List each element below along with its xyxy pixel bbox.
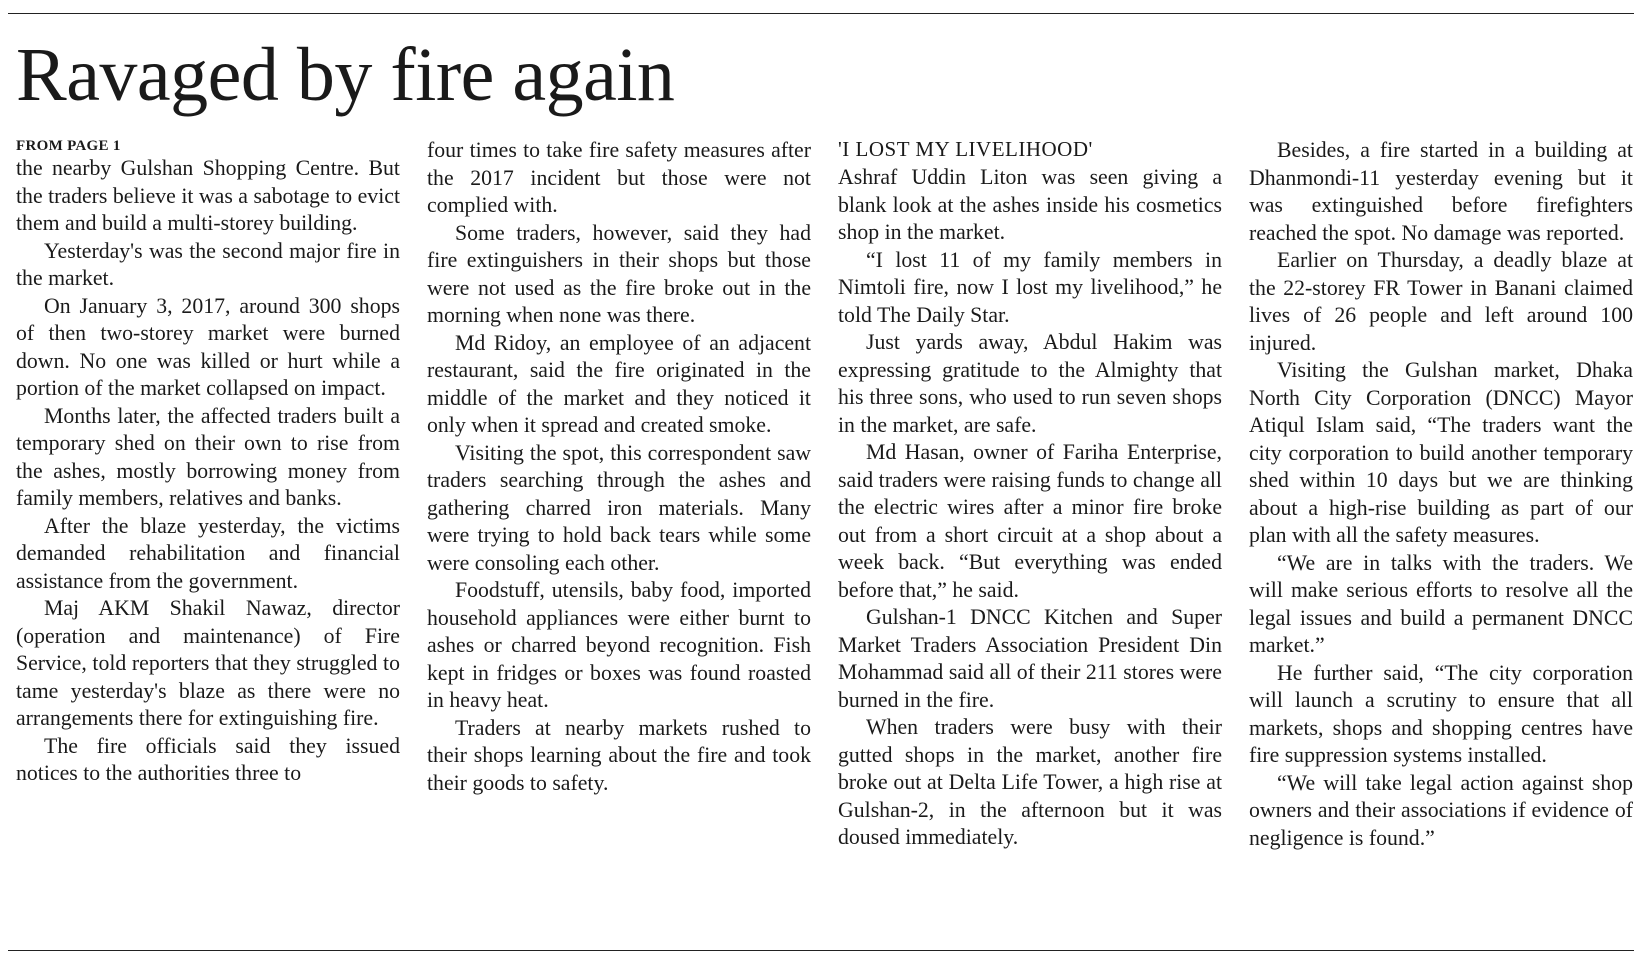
paragraph: Some traders, however, said they had fire extinguishers in their shops but those were not used as the fire broke out in the morning when none was there. bbox=[427, 220, 811, 327]
paragraph: four times to take fire safety measures after the 2017 incident but those were not complied with. bbox=[427, 138, 811, 217]
paragraph: “I lost 11 of my family members in Nimtoli fire, now I lost my livelihood,” he told The Daily Star. bbox=[838, 247, 1222, 327]
paragraph: Besides, a fire started in a building at Dhanmondi-11 yesterday evening but it was extinguished before firefighters reached the spot. No damage was reported. bbox=[1249, 138, 1633, 245]
paragraph: Visiting the spot, this correspondent saw traders searching through the ashes and gathering charred iron materials. Many were trying to hold back tears while some were consoling each other. bbox=[427, 440, 811, 575]
paragraph: When traders were busy with their gutted shops in the market, another fire broke out at Delta Life Tower, a high rise at Gulshan-2, in the afternoon but it was doused immediately. bbox=[838, 715, 1222, 849]
paragraph: The fire officials said they issued notices to the authorities three to bbox=[16, 733, 400, 785]
paragraph: Visiting the Gulshan market, Dhaka North City Corporation (DNCC) Mayor Atiqul Islam said, “The traders want the city corporation to build another temporary shed within 10 days but we are thinking about a high-rise building as part of our plan with all the safety measures. bbox=[1249, 358, 1633, 547]
column-4 bbox=[1249, 137, 1633, 852]
paragraph: Yesterday's was the second major fire in the market. bbox=[16, 238, 400, 290]
subhead: 'I LOST MY LIVELIHOOD' bbox=[838, 137, 1093, 161]
top-rule bbox=[8, 13, 1634, 14]
paragraph: “We are in talks with the traders. We will make serious efforts to resolve all the legal issues and build a permanent DNCC market.” bbox=[1249, 550, 1633, 657]
paragraph: Foodstuff, utensils, baby food, imported household appliances were either burnt to ashes or charred beyond recognition. Fish kept in fridges or boxes was found roasted in heavy heat. bbox=[427, 578, 811, 712]
column-1 bbox=[16, 137, 400, 788]
paragraph: “We will take legal action against shop owners and their associations if evidence of negligence is found.” bbox=[1249, 770, 1633, 850]
headline: Ravaged by fire again bbox=[16, 33, 675, 117]
column-3 bbox=[838, 137, 1222, 852]
kicker-from-page: FROM PAGE 1 bbox=[16, 138, 121, 154]
paragraph: After the blaze yesterday, the victims demanded rehabilitation and financial assistance from the government. bbox=[16, 513, 400, 593]
paragraph: Traders at nearby markets rushed to their shops learning about the fire and took their goods to safety. bbox=[427, 715, 811, 795]
paragraph: Ashraf Uddin Liton was seen giving a blank look at the ashes inside his cosmetics shop in the market. bbox=[838, 165, 1222, 244]
paragraph: Gulshan-1 DNCC Kitchen and Super Market Traders Association President Din Mohammad said all of their 211 stores were burned in the fire. bbox=[838, 605, 1222, 712]
column-2 bbox=[427, 137, 811, 797]
paragraph: Md Hasan, owner of Fariha Enterprise, said traders were raising funds to change all the electric wires after a minor fire broke out from a short circuit at a shop about a week back. “But everything was ended before that,” he said. bbox=[838, 440, 1222, 602]
paragraph: He further said, “The city corporation will launch a scrutiny to ensure that all markets, shops and shopping centres have fire suppression systems installed. bbox=[1249, 660, 1633, 767]
paragraph: Earlier on Thursday, a deadly blaze at the 22-storey FR Tower in Banani claimed lives of 26 people and left around 100 injured. bbox=[1249, 248, 1633, 355]
paragraph: On January 3, 2017, around 300 shops of then two-storey market were burned down. No one was killed or hurt while a portion of the market collapsed on impact. bbox=[16, 293, 400, 400]
paragraph: Maj AKM Shakil Nawaz, director (operation and maintenance) of Fire Service, told reporters that they struggled to tame yesterday's blaze as there were no arrangements there for extinguishing fire. bbox=[16, 596, 400, 730]
paragraph: Md Ridoy, an employee of an adjacent restaurant, said the fire originated in the middle of the market and they noticed it only when it spread and created smoke. bbox=[427, 330, 811, 437]
bottom-rule bbox=[8, 950, 1634, 951]
paragraph: Months later, the affected traders built a temporary shed on their own to rise from the ashes, mostly borrowing money from family members, relatives and banks. bbox=[16, 403, 400, 510]
paragraph: the nearby Gulshan Shopping Centre. But the traders believe it was a sabotage to evict them and build a multi-storey building. bbox=[16, 156, 400, 235]
paragraph: Just yards away, Abdul Hakim was expressing gratitude to the Almighty that his three sons, who used to run seven shops in the market, are safe. bbox=[838, 330, 1222, 437]
